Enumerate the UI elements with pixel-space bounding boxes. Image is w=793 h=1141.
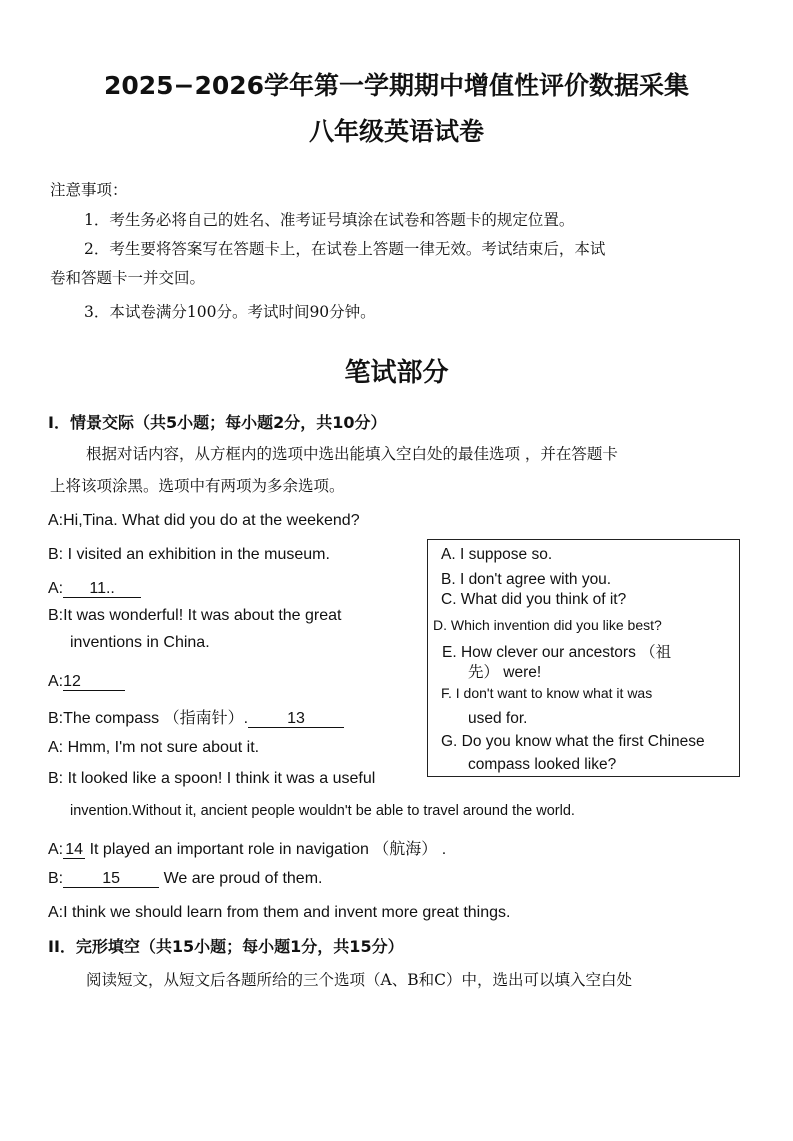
answer-blank-12[interactable]: 12	[63, 674, 125, 691]
speaker-label: A:	[48, 673, 64, 690]
answer-blank-14[interactable]: 14	[63, 842, 85, 859]
dialogue-line-10-text: We are proud of them.	[163, 870, 323, 887]
dialogue-line-2: B: I visited an exhibition in the museum.	[48, 546, 330, 563]
dialogue-line-4b: inventions in China.	[70, 634, 210, 651]
speaker-label: B:	[48, 870, 64, 887]
option-f-line2: used for.	[468, 710, 528, 727]
dialogue-line-7: A: Hmm, I'm not sure about it.	[48, 739, 260, 756]
dialogue-line-9	[48, 836, 446, 859]
notice-item-3: 3．本试卷满分100分。考试时间90分钟。	[84, 303, 376, 321]
speaker-label: A:	[48, 580, 64, 597]
option-d: D. Which invention did you like best?	[433, 617, 662, 633]
option-g-line1: G. Do you know what the first Chinese	[441, 733, 705, 750]
answer-blank-11[interactable]: 11..	[63, 581, 141, 598]
section1-instruction-line2: 上将该项涂黑。选项中有两项为多余选项。	[50, 477, 345, 495]
options-box	[427, 539, 740, 777]
dialogue-line-9-text: It played an important role in navigation （航海） .	[89, 841, 447, 858]
exam-title: 2025−2026学年第一学期期中增值性评价数据采集	[103, 71, 690, 100]
answer-blank-13[interactable]: 13	[248, 711, 344, 728]
option-e-line1: E. How clever our ancestors （祖	[442, 644, 672, 661]
dialogue-line-6	[48, 705, 344, 728]
dialogue-line-3	[48, 580, 141, 598]
dialogue-line-11: A:I think we should learn from them and invent more great things.	[48, 904, 511, 921]
section2-heading: II．完形填空（共15小题；每小题1分，共15分）	[48, 937, 404, 956]
dialogue-line-5	[48, 673, 125, 691]
dialogue-line-10	[48, 870, 322, 888]
notice-item-1: 1．考生务必将自己的姓名、准考证号填涂在试卷和答题卡的规定位置。	[84, 211, 575, 229]
section2-instruction-line1: 阅读短文，从短文后各题所给的三个选项（A、B和C）中，选出可以填入空白处	[86, 971, 632, 989]
exam-subtitle: 八年级英语试卷	[308, 117, 484, 146]
section1-instruction-line1: 根据对话内容，从方框内的选项中选出能填入空白处的最佳选项 ，并在答题卡	[86, 445, 618, 463]
dialogue-line-4a: B:It was wonderful! It was about the great	[48, 607, 342, 624]
option-b: B. I don't agree with you.	[441, 571, 612, 588]
dialogue-line-8b: invention.Without it, ancient people wouldn't be able to travel around the world.	[70, 803, 575, 819]
part-title: 笔试部分	[344, 358, 449, 388]
option-e-line2: 先） were!	[468, 664, 542, 681]
answer-blank-15[interactable]: 15	[63, 871, 159, 888]
section1-heading: I．情景交际（共5小题；每小题2分，共10分）	[48, 413, 387, 432]
dialogue-line-6-text: B:The compass （指南针）.	[48, 710, 249, 727]
option-c: C. What did you think of it?	[441, 591, 627, 608]
option-g-line2: compass looked like?	[468, 756, 617, 773]
notice-heading: 注意事项：	[50, 181, 128, 199]
option-f-line1: F. I don't want to know what it was	[441, 685, 653, 701]
notice-item-2-line2: 卷和答题卡一并交回。	[50, 269, 206, 287]
speaker-label: A:	[48, 841, 64, 858]
dialogue-line-8a: B: It looked like a spoon! I think it was a useful	[48, 770, 376, 787]
dialogue-line-1: A:Hi,Tina. What did you do at the weekend?	[48, 512, 360, 529]
option-a: A. I suppose so.	[441, 546, 553, 563]
notice-item-2-line1: 2．考生要将答案写在答题卡上，在试卷上答题一律无效。考试结束后，本试	[84, 240, 606, 258]
